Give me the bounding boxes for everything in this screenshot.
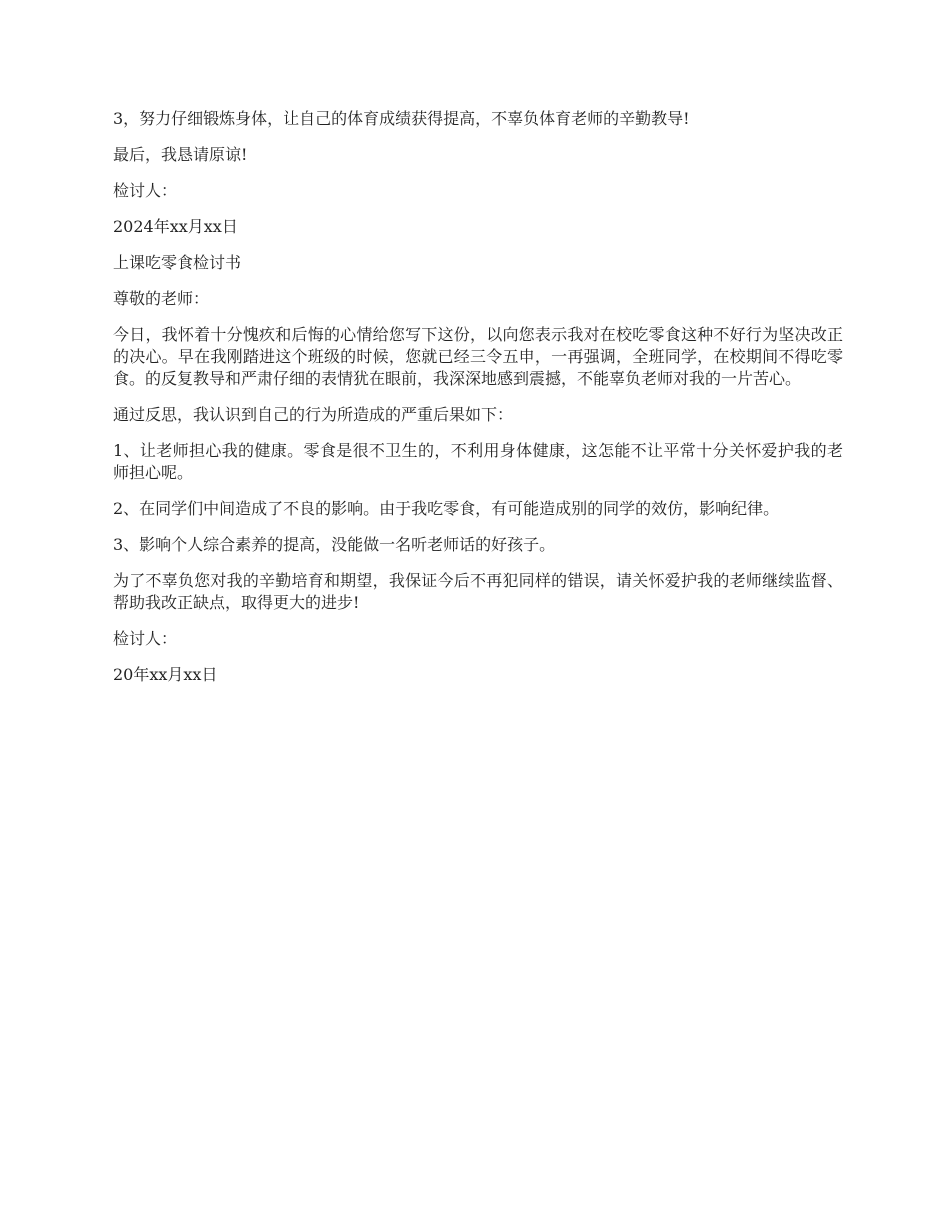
paragraph-pe-point-3: 3，努力仔细锻炼身体，让自己的体育成绩获得提高，不辜负体育老师的辛勤教导!	[113, 109, 690, 128]
signature-date: 2024年xx月xx日	[113, 217, 238, 236]
signature-label-2: 检讨人：	[113, 629, 178, 648]
signature-label: 检讨人：	[113, 181, 178, 200]
paragraph-consequence-3: 3、影响个人综合素养的提高，没能做一名听老师话的好孩子。	[113, 535, 556, 554]
signature-date-2: 20年xx月xx日	[113, 665, 218, 684]
paragraph-request-forgiveness: 最后，我恳请原谅!	[113, 145, 248, 164]
document-title: 上课吃零食检讨书	[113, 253, 242, 272]
paragraph-reflection-lead: 通过反思，我认识到自己的行为所造成的严重后果如下：	[113, 405, 514, 424]
paragraph-promise: 为了不辜负您对我的辛勤培育和期望，我保证今后不再犯同样的错误，请关怀爱护我的老师继续监督、帮助我改正缺点，取得更大的进步!	[113, 571, 843, 612]
paragraph-consequence-2: 2、在同学们中间造成了不良的影响。由于我吃零食，有可能造成别的同学的效仿，影响纪律。	[113, 499, 780, 518]
paragraph-consequence-1: 1、让老师担心我的健康。零食是很不卫生的，不利用身体健康，这怎能不让平常十分关怀爱护我的老师担心呢。	[113, 441, 843, 482]
paragraph-intro: 今日，我怀着十分愧疚和后悔的心情给您写下这份，以向您表示我对在校吃零食这种不好行为坚决改正的决心。早在我刚踏进这个班级的时候，您就已经三令五申，一再强调，全班同学，在校期间不得吃零食。的反复教导和严肃仔细的表情犹在眼前，我深深地感到震撼，不能辜负老师对我的一片苦心。	[113, 325, 843, 388]
salutation: 尊敬的老师：	[113, 289, 210, 308]
document-body	[113, 108, 843, 700]
